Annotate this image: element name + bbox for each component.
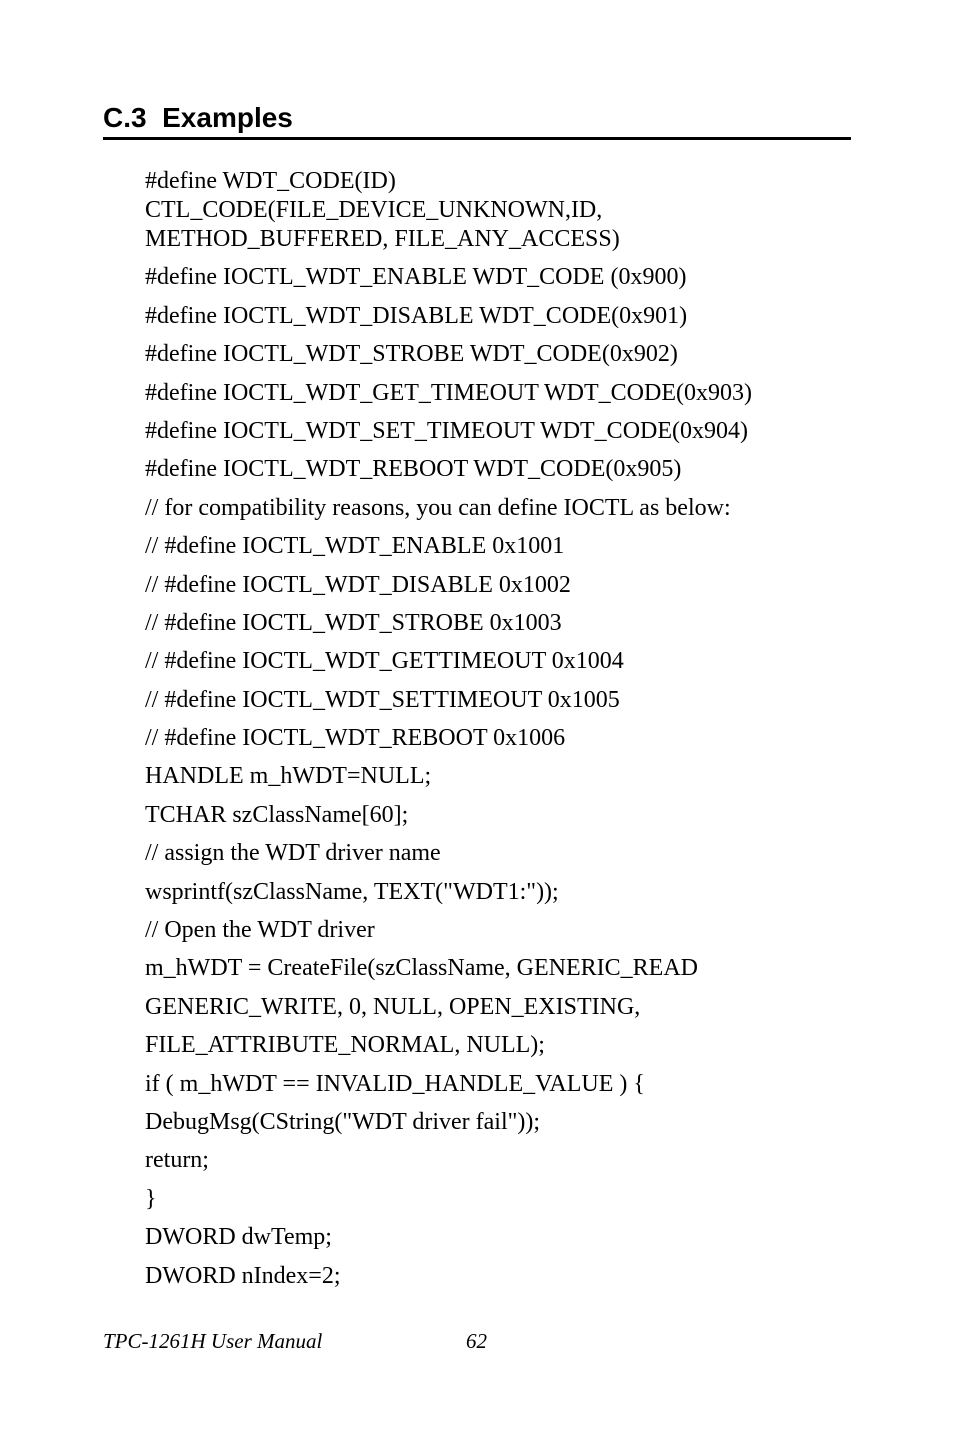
code-line: DebugMsg(CString("WDT driver fail")); [145,1108,541,1135]
code-comment-line: // #define IOCTL_WDT_REBOOT 0x1006 [145,725,566,752]
code-line: DWORD dwTemp; [145,1224,332,1251]
code-paragraph [145,878,752,907]
code-paragraph [145,455,752,484]
section-heading: C.3 Examples [103,102,293,133]
code-line: #define IOCTL_WDT_REBOOT WDT_CODE(0x905) [145,456,682,483]
code-paragraph [145,1031,752,1060]
code-paragraph [145,839,752,868]
code-paragraph [145,724,752,753]
code-comment-line: // Open the WDT driver [145,917,375,944]
code-paragraph [145,417,752,446]
code-paragraph [145,340,752,369]
code-line: #define IOCTL_WDT_SET_TIMEOUT WDT_CODE(0x904) [145,417,748,444]
code-comment-line: // for compatibility reasons, you can define IOCTL as below: [145,494,731,521]
footer-manual-title: TPC-1261H User Manual [103,1329,323,1353]
code-comment-line: // #define IOCTL_WDT_SETTIMEOUT 0x1005 [145,686,620,713]
code-comment-line: // #define IOCTL_WDT_STROBE 0x1003 [145,609,562,636]
code-paragraph [145,609,752,638]
code-line: TCHAR szClassName[60]; [145,801,409,828]
code-line: HANDLE m_hWDT=NULL; [145,763,432,790]
code-paragraph [145,916,752,945]
heading-rule [103,137,851,140]
code-paragraph [145,494,752,523]
code-paragraph [145,571,752,600]
code-paragraph [145,686,752,715]
code-line: if ( m_hWDT == INVALID_HANDLE_VALUE ) { [145,1070,645,1097]
code-line: METHOD_BUFFERED, FILE_ANY_ACCESS) [145,226,620,252]
code-comment-line: // #define IOCTL_WDT_GETTIMEOUT 0x1004 [145,648,624,675]
code-paragraph [145,801,752,830]
code-paragraph [145,302,752,331]
code-line: } [145,1185,157,1212]
code-paragraph [145,1146,752,1175]
code-comment-line: // #define IOCTL_WDT_ENABLE 0x1001 [145,533,565,560]
code-line: CTL_CODE(FILE_DEVICE_UNKNOWN,ID, [145,197,603,223]
code-line: FILE_ATTRIBUTE_NORMAL, NULL); [145,1032,545,1059]
code-line: #define IOCTL_WDT_GET_TIMEOUT WDT_CODE(0x903) [145,379,752,406]
code-paragraph [145,1262,752,1291]
code-paragraph [145,954,752,983]
code-listing [145,167,752,1291]
code-line: #define WDT_CODE(ID) [145,168,396,194]
code-line: GENERIC_WRITE, 0, NULL, OPEN_EXISTING, [145,993,641,1020]
code-line: #define IOCTL_WDT_DISABLE WDT_CODE(0x901) [145,302,688,329]
code-line: wsprintf(szClassName, TEXT("WDT1:")); [145,878,559,905]
code-paragraph [145,993,752,1022]
code-line: #define IOCTL_WDT_ENABLE WDT_CODE (0x900) [145,264,687,291]
code-paragraph [145,1223,752,1252]
code-line: m_hWDT = CreateFile(szClassName, GENERIC_READ [145,955,698,982]
code-paragraph [145,762,752,791]
code-line: DWORD nIndex=2; [145,1262,341,1289]
code-paragraph [145,263,752,292]
code-paragraph [145,1070,752,1099]
code-line: return; [145,1147,209,1174]
code-comment-line: // assign the WDT driver name [145,840,441,867]
code-comment-line: // #define IOCTL_WDT_DISABLE 0x1002 [145,571,571,598]
code-paragraph [145,1185,752,1214]
footer-page-number: 62 [466,1329,487,1353]
code-line: #define IOCTL_WDT_STROBE WDT_CODE(0x902) [145,341,678,368]
code-paragraph [145,379,752,408]
code-paragraph [145,1108,752,1137]
code-paragraph [145,532,752,561]
code-paragraph [145,647,752,676]
code-paragraph-wdt-code-define [145,167,752,254]
